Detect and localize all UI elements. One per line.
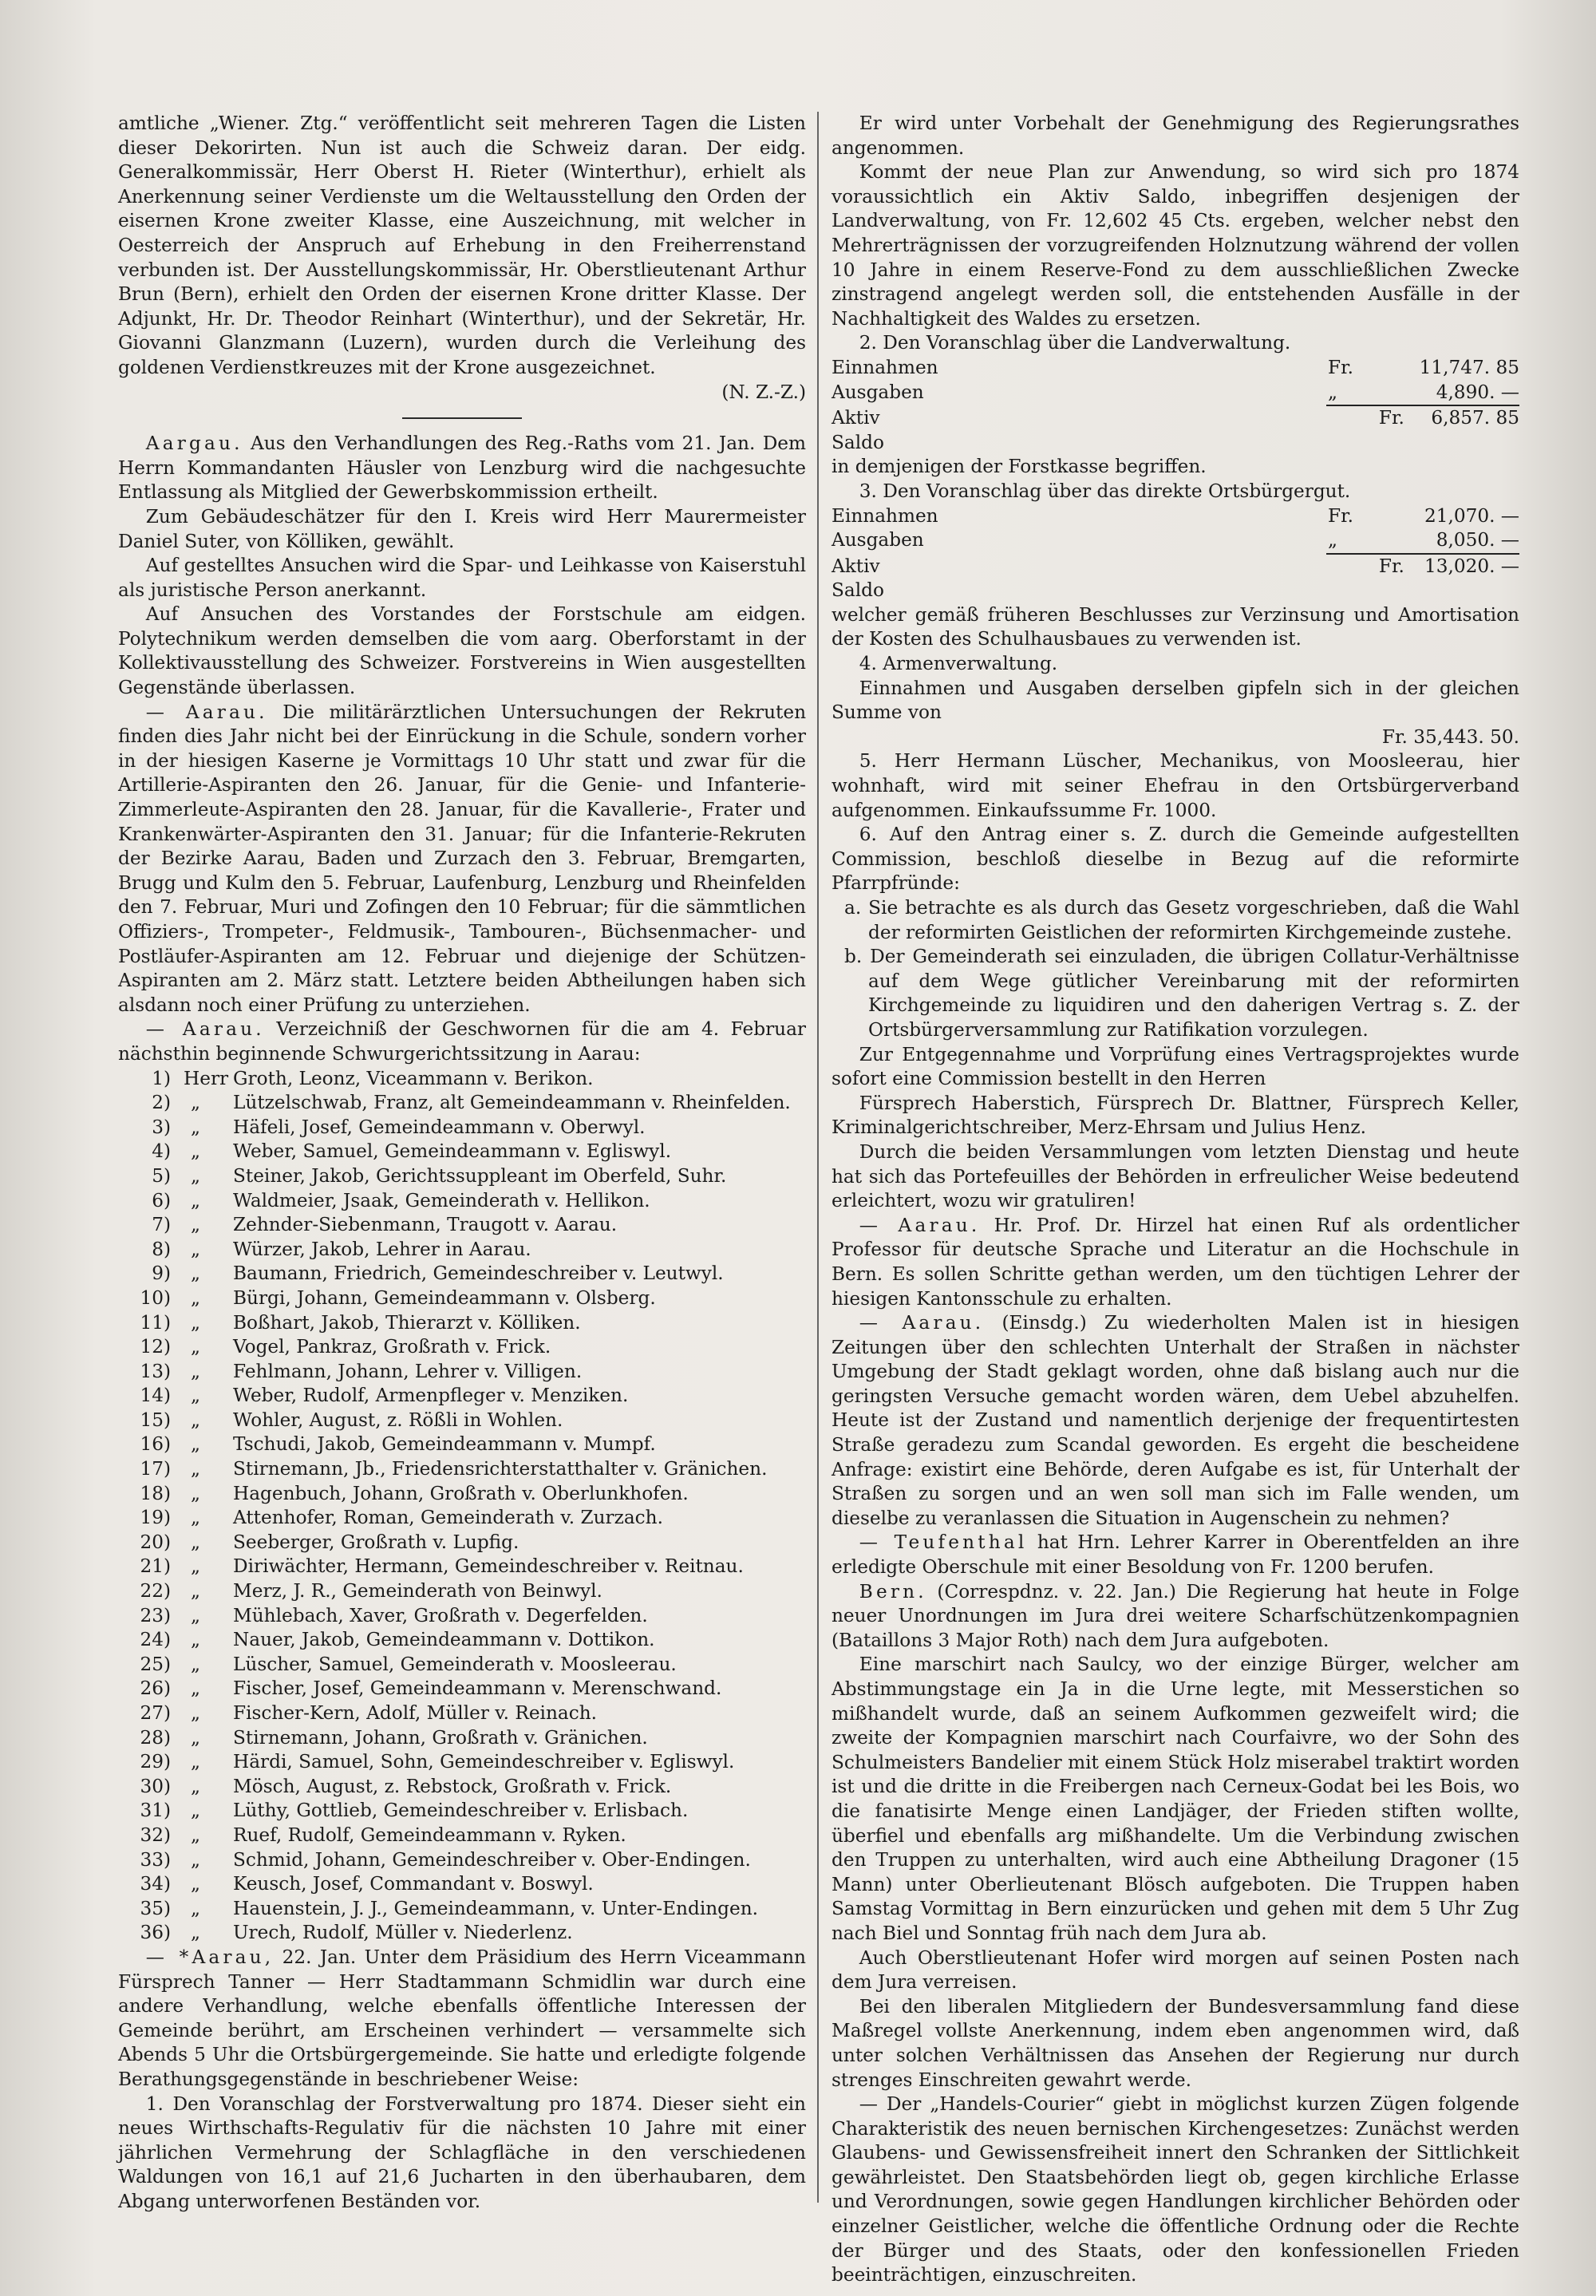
- juror-name: Ruef, Rudolf, Gemeindeammann v. Ryken.: [233, 1824, 626, 1846]
- juror-title: „: [190, 1458, 200, 1480]
- juror-item: [118, 1872, 806, 1897]
- juror-name: Schmid, Johann, Gemeindeschreiber v. Ober-Endingen.: [233, 1848, 751, 1871]
- juror-item: [118, 1653, 806, 1678]
- juror-name: Waldmeier, Jsaak, Gemeinderath v. Hellikon.: [233, 1189, 650, 1211]
- section-divider: [402, 417, 522, 419]
- juror-name: Lüthy, Gottlieb, Gemeindeschreiber v. Erlisbach.: [233, 1800, 689, 1822]
- aarau-text: Die militärärztlichen Untersuchungen der Rekruten finden dies Jahr nicht bei der Einrückung in die Schule, sondern vorher in der hiesigen Kaserne je Vormittags 10 Uhr statt und zwar für die Artillerie-Aspiranten den 26. Januar, für die Genie- und Infanterie-Zimmerleute-Aspiranten den 28. Januar, für die Kavallerie-, Frater und Krankenwärter-Aspiranten den 31. Januar; für die Infanterie-Rekruten der Bezirke Aarau, Baden und Zurzach den 3. Februar, Bremgarten, Brugg und Kulm den 5. Februar, Laufenburg, Lenzburg und Rheinfelden den 7. Februar, Muri und Zofingen den 10 Februar; für die sämmtlichen Offiziers-, Trompeter-, Feldmusik-, Tambouren-, Büchsenmacher- und Postläufer-Aspiranten am 12. Februar und diejenige der Schützen-Aspiranten am 2. März statt. Letztere beiden Abtheilungen haben sich alsdann noch einer Prüfung zu unterziehen.: [118, 701, 807, 1016]
- juror-number: 31): [140, 1800, 171, 1822]
- juror-number: 25): [140, 1653, 171, 1675]
- juror-title: „: [190, 1653, 200, 1675]
- juror-title: „: [190, 1702, 200, 1724]
- dateline: — Aarau.: [145, 701, 268, 723]
- juror-title: „: [190, 1531, 200, 1553]
- juror-number: 4): [152, 1140, 171, 1163]
- juror-item: [118, 1164, 806, 1189]
- juror-item: [118, 1824, 806, 1848]
- juror-number: 32): [140, 1824, 171, 1846]
- paragraph: Bei den liberalen Mitgliedern der Bundesversammlung fand diese Maßregel vollste Anerkennung, indem eben angenommen wird, daß unter solchen Verhältnissen das Ansehen der Regierung nur durch strenges Einschreiten gewahrt werde.: [832, 1995, 1519, 2091]
- forst-item: 1. Den Voranschlag der Forstverwaltung pro 1874. Dieser sieht ein neues Wirthschafts-Regulativ für die nächsten 10 Jahre mit einer jährlichen Vermehrung der Schlagfläche in den verschiedenen Waldungen von 16,1 auf 21,6 Jucharten in den überhaubaren, dem Abgang unterworfenen Beständen vor.: [118, 2092, 806, 2212]
- juror-number: 33): [140, 1848, 171, 1871]
- juror-number: 8): [152, 1238, 171, 1260]
- juror-item: [118, 1140, 806, 1164]
- juror-title: „: [190, 1751, 200, 1773]
- account-total-row: Aktiv Saldo Fr. 6,857. 85: [1326, 405, 1519, 455]
- item-heading: 3. Den Voranschlag über das direkte Ortsbürgergut.: [859, 480, 1351, 502]
- juror-number: 5): [152, 1164, 171, 1187]
- account-row: Ausgaben „ 4,890. —: [832, 381, 1519, 403]
- juror-number: 28): [140, 1726, 171, 1749]
- account-total-row: Aktiv Saldo Fr. 13,020. —: [1326, 553, 1519, 603]
- juror-number: 11): [140, 1311, 171, 1334]
- juror-title: „: [190, 1286, 200, 1309]
- paragraph: — Der „Handels-Courier“ giebt in möglichst kurzen Zügen folgende Charakteristik des neuen bernischen Kirchengesetzes: Zunächst werden Glaubens- und Gewissensfreiheit innert den Schranken der Sittlichkeit gewährleistet. Den Staatsbehörden liegt ob, gegen kirchliche Erlasse und Verordnungen, sowie gegen Handlungen kirchlicher Behörden oder einzelner Geistlicher, welche die öffentliche Ordnung oder die Rechte der Bürger und des Staats, oder den konfessionellen Frieden beeinträchtigen, einzuschreiten.: [832, 2093, 1519, 2286]
- juror-title: „: [190, 1824, 200, 1846]
- juror-title: „: [190, 1848, 200, 1871]
- juror-item: [118, 1848, 806, 1873]
- juror-title: „: [190, 1311, 200, 1334]
- paragraph: 6. Auf den Antrag einer s. Z. durch die Gemeinde aufgestellten Commission, beschloß dieselbe in Bezug auf die reformirte Pfarrpfründe:: [832, 824, 1519, 895]
- paragraph: Fürsprech Haberstich, Fürsprech Dr. Blattner, Fürsprech Keller, Kriminalgerichtschreiber, Merz-Ehrsam und Julius Henz.: [832, 1092, 1519, 1139]
- juror-item: [118, 1921, 806, 1946]
- juror-item: [118, 1531, 806, 1555]
- ortsbuerger-paragraph: [118, 1946, 806, 2092]
- juror-name: Keusch, Josef, Commandant v. Boswyl.: [233, 1873, 594, 1895]
- paragraph: Zur Entgegennahme und Vorprüfung eines Vertragsprojektes wurde sofort eine Commission bestellt in den Herren: [832, 1043, 1519, 1090]
- juror-name: Fischer, Josef, Gemeindeammann v. Merenschwand.: [233, 1678, 722, 1700]
- juror-name: Stirnemann, Johann, Großrath v. Gränichen.: [233, 1726, 648, 1749]
- juror-number: 16): [140, 1433, 171, 1456]
- juror-number: 9): [152, 1263, 171, 1285]
- juror-number: 1): [152, 1067, 171, 1089]
- juror-name: Urech, Rudolf, Müller v. Niederlenz.: [233, 1922, 573, 1944]
- juror-title: „: [190, 1116, 200, 1138]
- paragraph: 5. Herr Hermann Lüscher, Mechanikus, von Moosleerau, hier wohnhaft, wird mit seiner Ehefrau in den Ortsbürgerverband aufgenommen. Einkaufssumme Fr. 1000.: [832, 750, 1519, 821]
- juror-item: [118, 1384, 806, 1409]
- juror-name: Härdi, Samuel, Sohn, Gemeindeschreiber v. Egliswyl.: [233, 1751, 735, 1773]
- juror-number: 17): [140, 1458, 171, 1480]
- juror-item: [118, 1091, 806, 1116]
- paragraph: Eine marschirt nach Saulcy, wo der einzige Bürger, welcher am Abstimmungstage ein Ja in die Urne legte, mit Messerstichen so mißhandelt wurde, daß an seinem Aufkommen gezweifelt wird; die zweite der Kompagnien marschirt nach Courfaivre, wo der Sohn des Schulmeisters Bandelier mit einem Stück Holz miserabel traktirt worden ist und die dritte in die Freibergen nach Cerneux-Godat bei les Bois, wo die fanatisirte Menge einen Landjäger, der Frieden stiften wollte, überfiel und ebenfalls arg mißhandelte. Um die Verbindung zwischen den Truppen zu unterhalten, wird auch eine Abtheilung Dragoner (15 Mann) unter Oberlieutenant Blösch aufgeboten. Die Truppen haben Samstag Vormittag in Bern einzurücken und gehen mit dem 5 Uhr Zug nach Biel und Sonntag früh nach dem Jura ab.: [832, 1654, 1519, 1944]
- juror-title: „: [190, 1214, 200, 1236]
- juror-item: [118, 1799, 806, 1824]
- paragraph: Durch die beiden Versammlungen vom letzten Dienstag und heute hat sich das Portefeuilles der Behörden in erfreulicher Weise bedeutend erleichtert, wozu wir gratuliren!: [832, 1140, 1519, 1212]
- juror-item: [118, 1555, 806, 1579]
- juror-title: „: [190, 1238, 200, 1260]
- juror-name: Stirnemann, Jb., Friedensrichterstatthalter v. Gränichen.: [233, 1458, 768, 1480]
- juror-name: Hauenstein, J. J., Gemeindeammann, v. Unter-Endingen.: [233, 1897, 759, 1919]
- juror-item: [118, 1335, 806, 1360]
- juror-title: „: [190, 1433, 200, 1456]
- paragraph: Auf gestelltes Ansuchen wird die Spar- und Leihkasse von Kaiserstuhl als juristische Person anerkannt.: [118, 555, 806, 601]
- aarau-geschworne-paragraph: [118, 1018, 806, 1066]
- paragraph: Zum Gebäudeschätzer für den I. Kreis wird Herr Maurermeister Daniel Suter, von Kölliken, gewählt.: [118, 505, 806, 552]
- juror-name: Seeberger, Großrath v. Lupfig.: [233, 1531, 519, 1553]
- juror-item: [118, 1189, 806, 1214]
- teufenthal-paragraph: — Teufenthal hat Hrn. Lehrer Karrer in Oberentfelden an ihre erledigte Oberschule mit einer Besoldung von Fr. 1200 berufen.: [832, 1531, 1519, 1579]
- juror-title: „: [190, 1629, 200, 1651]
- juror-title: „: [190, 1604, 200, 1626]
- left-column: [118, 112, 806, 2214]
- juror-title: „: [190, 1409, 200, 1431]
- dateline: — *Aarau,: [145, 1946, 275, 1968]
- juror-name: Wohler, August, z. Rößli in Wohlen.: [233, 1409, 563, 1431]
- juror-name: Nauer, Jakob, Gemeindeammann v. Dottikon.: [233, 1629, 655, 1651]
- einsdg-paragraph: — Aarau. (Einsdg.) Zu wiederholten Malen ist in hiesigen Zeitungen über den schlechten Unterhalt der Straßen in nächster Umgebung der Stadt geklagt worden, ohne daß bislang auch nur die geringsten Versuche gemacht worden wären, dem Uebel abzuhelfen. Heute ist der Zustand und namentlich derjenige der frequentirtesten Straße geradezu zum Scandal geworden. Es ergeht die bescheidene Anfrage: existirt eine Behörde, deren Aufgabe es ist, für Unterhalt der Straßen zu sorgen und an wen soll man sich im Falle wenden, um dieselbe zu veranlassen die Situation in Augenschein zu nehmen?: [832, 1312, 1519, 1529]
- juror-number: 24): [140, 1629, 171, 1651]
- juror-item: [118, 1311, 806, 1336]
- juror-name: Fehlmann, Johann, Lehrer v. Villigen.: [233, 1360, 583, 1382]
- juror-item: [118, 1409, 806, 1433]
- juror-item: [118, 1726, 806, 1751]
- aarau-text: Verzeichniß der Geschwornen für die am 4. Februar nächsthin beginnende Schwurgerichtssitzung in Aarau:: [118, 1018, 806, 1065]
- aargau-text: Aus den Verhandlungen des Reg.-Raths vom 21. Jan. Dem Herrn Kommandanten Häusler von Lenzburg wird die nachgesuchte Entlassung als Mitglied der Gewerbskommission ertheilt.: [118, 433, 806, 504]
- juror-number: 23): [140, 1604, 171, 1626]
- juror-number: 3): [152, 1116, 171, 1138]
- sub-item: a. Sie betrachte es als durch das Gesetz vorgeschrieben, daß die Wahl der reformirten Geistlichen der reformirten Kirchgemeinde zustehe.: [844, 897, 1519, 943]
- juror-title: „: [190, 1092, 200, 1114]
- juror-title: „: [190, 1775, 200, 1797]
- aarau-text: 22. Jan. Unter dem Präsidium des Herrn Viceammann Fürsprech Tanner — Herr Stadtammann Schmidlin war durch eine andere Verhandlung, welche ebenfalls öffentliche Interessen der Gemeinde berührt, am Erscheinen verhindert — versammelte sich Abends 5 Uhr die Ortsbürgergemeinde. Sie hatte und erledigte folgende Berathungsgegenstände in beschriebener Weise:: [118, 1946, 806, 2090]
- juror-number: 7): [152, 1214, 171, 1236]
- juror-name: Lüscher, Samuel, Gemeinderath v. Moosleerau.: [233, 1653, 677, 1675]
- dateline: Bern.: [859, 1580, 927, 1602]
- juror-name: Zehnder-Siebenmann, Traugott v. Aarau.: [233, 1214, 618, 1236]
- juror-name: Merz, J. R., Gemeinderath von Beinwyl.: [233, 1580, 602, 1602]
- juror-title: „: [190, 1580, 200, 1602]
- juror-title: „: [190, 1140, 200, 1163]
- juror-title: „: [190, 1922, 200, 1944]
- juror-item: [118, 1604, 806, 1629]
- juror-name: Mühlebach, Xaver, Großrath v. Degerfelden.: [233, 1604, 648, 1626]
- juror-title: „: [190, 1507, 200, 1529]
- right-column: [832, 112, 1519, 2288]
- juror-number: 36): [140, 1922, 171, 1944]
- juror-item: [118, 1262, 806, 1286]
- juror-name: Häfeli, Josef, Gemeindeammann v. Oberwyl.: [233, 1116, 646, 1138]
- juror-name: Würzer, Jakob, Lehrer in Aarau.: [233, 1238, 531, 1260]
- juror-number: 12): [140, 1336, 171, 1358]
- paragraph: Kommt der neue Plan zur Anwendung, so wird sich pro 1874 voraussichtlich ein Aktiv Saldo, inbegriffen desjenigen der Landverwaltung, von Fr. 12,602 45 Cts. ergeben, welcher nebst den Mehrerträgnissen der vorzugreifenden Holznutzung während der vollen 10 Jahre in einem Reserve-Fond zu dem ausschließlichen Zwecke zinstragend angelegt werden soll, die entstehenden Ausfälle in der Nachhaltigkeit des Waldes zu ersetzen.: [832, 161, 1519, 330]
- juror-number: 29): [140, 1751, 171, 1773]
- juror-title: „: [190, 1360, 200, 1382]
- juror-item: [118, 1897, 806, 1922]
- juror-title: „: [190, 1189, 200, 1211]
- paragraph: Auf Ansuchen des Vorstandes der Forstschule am eidgen. Polytechnikum werden demselben die vom aarg. Oberforstamt in der Kollektivausstellung des Schweizer. Forstvereins in Wien ausgestellten Gegenstände überlassen.: [118, 603, 806, 699]
- intro-source: (N. Z.-Z.): [721, 381, 806, 403]
- juror-item: [118, 1506, 806, 1531]
- juror-name: Hagenbuch, Johann, Großrath v. Oberlunkhofen.: [233, 1482, 689, 1504]
- juror-title: „: [190, 1873, 200, 1895]
- juror-number: 30): [140, 1775, 171, 1797]
- juror-number: 18): [140, 1482, 171, 1504]
- juror-number: 27): [140, 1702, 171, 1724]
- juror-name: Tschudi, Jakob, Gemeindeammann v. Mumpf.: [233, 1433, 656, 1456]
- juror-title: „: [190, 1336, 200, 1358]
- bern-paragraph: Bern. (Correspdnz. v. 22. Jan.) Die Regierung hat heute in Folge neuer Unordnungen im Jura drei weitere Scharfschützenkompagnien (Bataillons 3 Major Roth) nach dem Jura aufgeboten.: [832, 1580, 1519, 1651]
- juror-number: 14): [140, 1385, 171, 1407]
- item-heading: 2. Den Voranschlag über die Landverwaltung.: [859, 332, 1291, 354]
- juror-title: Herr: [184, 1067, 229, 1089]
- dateline: — Aarau.: [859, 1214, 981, 1236]
- account-row: Einnahmen Fr. 21,070. —: [832, 504, 1519, 527]
- juror-title: „: [190, 1897, 200, 1919]
- juror-number: 2): [152, 1092, 171, 1114]
- juror-list: [118, 1067, 806, 1946]
- juror-name: Vogel, Pankraz, Großrath v. Frick.: [233, 1336, 551, 1358]
- juror-name: Fischer-Kern, Adolf, Müller v. Reinach.: [233, 1702, 598, 1724]
- dateline: — Aarau.: [145, 1018, 265, 1041]
- juror-name: Weber, Rudolf, Armenpfleger v. Menziken.: [233, 1385, 629, 1407]
- juror-title: „: [190, 1726, 200, 1749]
- juror-number: 19): [140, 1507, 171, 1529]
- juror-name: Diriwächter, Hermann, Gemeindeschreiber v. Reitnau.: [233, 1555, 744, 1578]
- paragraph: Er wird unter Vorbehalt der Genehmigung des Regierungsrathes angenommen.: [832, 113, 1519, 159]
- juror-number: 15): [140, 1409, 171, 1431]
- juror-number: 35): [140, 1897, 171, 1919]
- juror-number: 21): [140, 1555, 171, 1578]
- dateline: — Aarau.: [859, 1312, 985, 1334]
- juror-name: Groth, Leonz, Viceammann v. Berikon.: [233, 1067, 594, 1089]
- account-row: Einnahmen Fr. 11,747. 85: [832, 356, 1519, 378]
- juror-title: „: [190, 1555, 200, 1578]
- juror-item: [118, 1628, 806, 1653]
- juror-item: [118, 1067, 806, 1092]
- juror-name: Attenhofer, Roman, Gemeinderath v. Zurzach.: [233, 1507, 663, 1529]
- juror-item: [118, 1677, 806, 1701]
- juror-number: 26): [140, 1678, 171, 1700]
- juror-title: „: [190, 1482, 200, 1504]
- juror-number: 34): [140, 1873, 171, 1895]
- column-divider: [817, 112, 819, 2203]
- juror-item: [118, 1116, 806, 1140]
- dateline: — Teufenthal: [859, 1531, 1028, 1554]
- juror-name: Baumann, Friedrich, Gemeindeschreiber v. Leutwyl.: [233, 1263, 724, 1285]
- item-heading: 4. Armenverwaltung.: [859, 653, 1058, 675]
- sub-item: b. Der Gemeinderath sei einzuladen, die übrigen Collatur-Verhältnisse auf dem Wege gütlicher Vereinbarung mit der reformirten Kirchgemeinde zu liquidiren und den daherigen Vertrag s. Z. der Ortsbürgerversammlung zur Ratifikation vorzulegen.: [844, 946, 1519, 1041]
- juror-name: Boßhart, Jakob, Thierarzt v. Kölliken.: [233, 1311, 581, 1334]
- juror-item: [118, 1360, 806, 1385]
- paragraph: Auch Oberstlieutenant Hofer wird morgen auf seinen Posten nach dem Jura verreisen.: [832, 1946, 1519, 1994]
- juror-name: Mösch, August, z. Rebstock, Großrath v. Frick.: [233, 1775, 672, 1797]
- juror-title: „: [190, 1263, 200, 1285]
- juror-title: „: [190, 1164, 200, 1187]
- juror-number: 6): [152, 1189, 171, 1211]
- paragraph: Einnahmen und Ausgaben derselben gipfeln sich in der gleichen Summe von: [832, 677, 1519, 724]
- juror-item: [118, 1213, 806, 1238]
- aarau-rekruten-paragraph: [118, 701, 806, 1018]
- juror-item: [118, 1286, 806, 1311]
- dateline: Aargau.: [145, 433, 243, 455]
- juror-item: [118, 1433, 806, 1457]
- juror-title: „: [190, 1385, 200, 1407]
- juror-title: „: [190, 1800, 200, 1822]
- juror-number: 10): [140, 1286, 171, 1309]
- juror-item: [118, 1750, 806, 1775]
- paragraph: in demjenigen der Forstkasse begriffen.: [832, 456, 1207, 478]
- paragraph: welcher gemäß früheren Beschlusses zur Verzinsung und Amortisation der Kosten des Schulhausbaues zu verwenden ist.: [832, 603, 1519, 650]
- juror-item: [118, 1701, 806, 1726]
- juror-number: 13): [140, 1360, 171, 1382]
- juror-item: [118, 1238, 806, 1263]
- armen-sum: Fr. 35,443. 50.: [1381, 725, 1519, 748]
- account-row: Ausgaben „ 8,050. —: [832, 529, 1519, 551]
- juror-name: Weber, Samuel, Gemeindeammann v. Egliswyl.: [233, 1140, 672, 1163]
- juror-item: [118, 1482, 806, 1507]
- juror-number: 20): [140, 1531, 171, 1553]
- juror-title: „: [190, 1678, 200, 1700]
- juror-name: Bürgi, Johann, Gemeindeammann v. Olsberg.: [233, 1286, 656, 1309]
- juror-item: [118, 1457, 806, 1482]
- juror-name: Lützelschwab, Franz, alt Gemeindeammann v. Rheinfelden.: [233, 1092, 791, 1114]
- juror-number: 22): [140, 1580, 171, 1602]
- intro-paragraph: amtliche „Wiener. Ztg.“ veröffentlicht seit mehreren Tagen die Listen dieser Dekorirten. Nun ist auch die Schweiz daran. Der eidg. Generalkommissär, Herr Oberst H. Rieter (Winterthur), erhielt als Anerkennung seiner Verdienste um die Weltausstellung den Orden der eisernen Krone zweiter Klasse, eine Auszeichnung, mit welcher in Oesterreich der Anspruch auf Erhebung in den Freiherrenstand verbunden ist. Der Ausstellungskommissär, Hr. Oberstlieutenant Arthur Brun (Bern), erhielt den Orden der eisernen Krone dritter Klasse. Der Adjunkt, Hr. Dr. Theodor Reinhart (Winterthur), und der Sekretär, Hr. Giovanni Glanzmann (Luzern), wurden durch die Verleihung des goldenen Verdienstkreuzes mit der Krone ausgezeichnet.: [118, 113, 806, 378]
- aargau-paragraph: [118, 432, 806, 505]
- juror-name: Steiner, Jakob, Gerichtssuppleant im Oberfeld, Suhr.: [233, 1164, 727, 1187]
- juror-item: [118, 1579, 806, 1604]
- hirzel-paragraph: — Aarau. Hr. Prof. Dr. Hirzel hat einen Ruf als ordentlicher Professor für deutsche Sprache und Literatur an die Hochschule in Bern. Es sollen Schritte gethan werden, um den tüchtigen Lehrer der hiesigen Kantonsschule zu erhalten.: [832, 1214, 1519, 1310]
- juror-item: [118, 1775, 806, 1800]
